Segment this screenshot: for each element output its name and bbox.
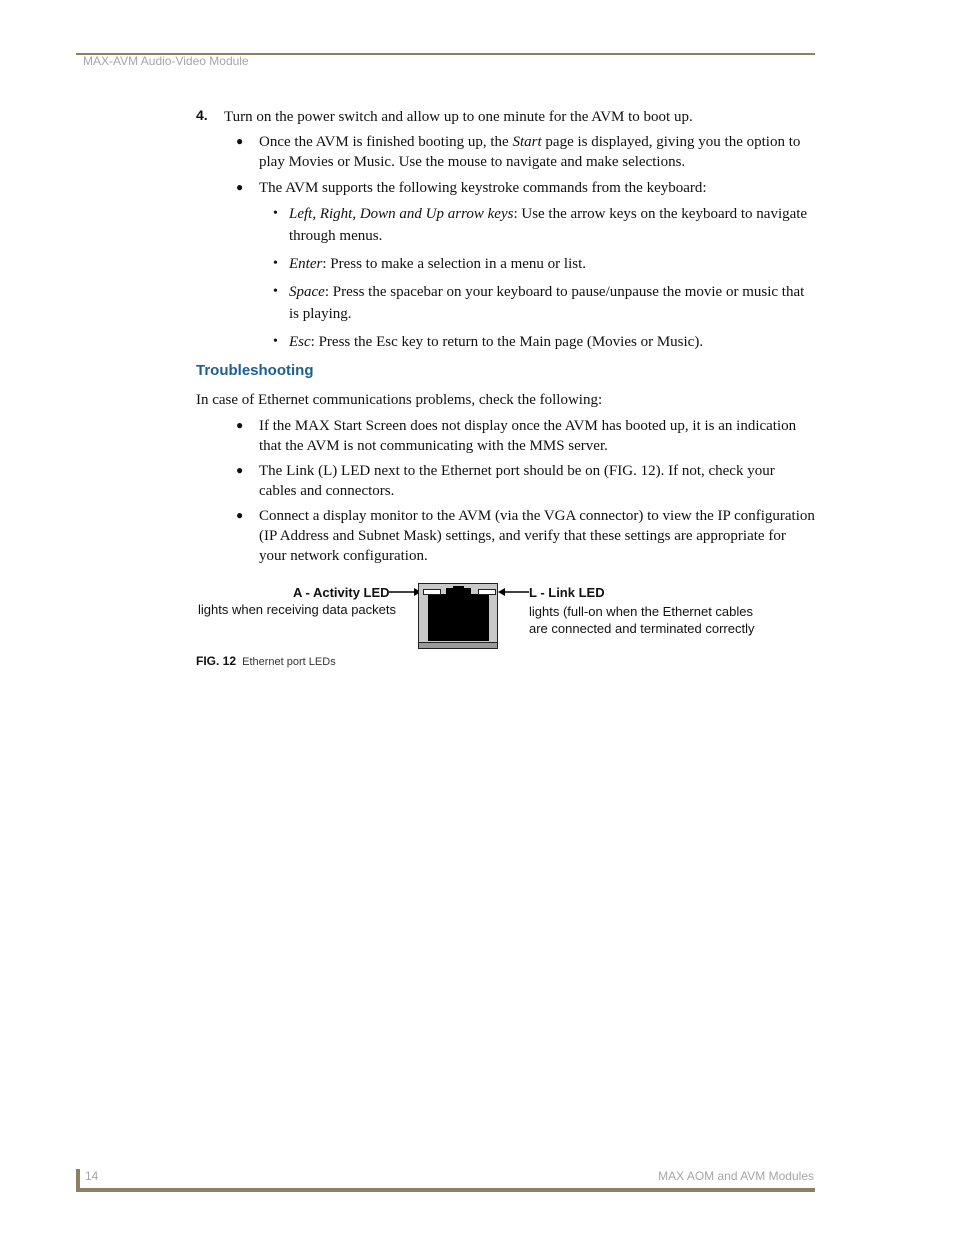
bullet-display-monitor: Connect a display monitor to the AVM (via the VGA connector) to view the IP configuration (IP Address and Subnet Mask) settings, and verify that these settings are appropriate for your network configuration. — [259, 508, 815, 564]
key-arrow: Left, Right, Down and Up arrow keys: Use the arrow keys on the keyboard to navigate through menus. — [289, 206, 808, 244]
activity-arrow-icon — [388, 586, 422, 598]
troubleshooting-intro: In case of Ethernet communications problems, check the following: — [196, 392, 603, 408]
link-led-desc-line2: are connected and terminated correctly — [529, 621, 755, 636]
running-header: MAX-AVM Audio-Video Module — [83, 54, 249, 68]
link-led-title: L - Link LED — [529, 585, 605, 600]
step-text: Turn on the power switch and allow up to one minute for the AVM to boot up. — [224, 109, 693, 125]
sub-bullet-dot: • — [273, 256, 278, 271]
activity-led-title: A - Activity LED — [293, 585, 390, 600]
key-enter: Enter: Press to make a selection in a menu or list. — [289, 256, 587, 272]
section-title: Troubleshooting — [196, 362, 314, 379]
link-arrow-icon — [497, 586, 531, 598]
ethernet-port-notch — [453, 586, 464, 590]
footer-title: MAX AOM and AVM Modules — [658, 1169, 814, 1183]
page-number: 14 — [85, 1169, 99, 1183]
sub-bullet-dot: • — [273, 334, 278, 349]
bullet-keystrokes: The AVM supports the following keystroke commands from the keyboard: — [259, 180, 707, 196]
key-esc: Esc: Press the Esc key to return to the Main page (Movies or Music). — [289, 334, 704, 350]
ethernet-port-socket — [428, 594, 489, 641]
key-space: Space: Press the spacebar on your keyboard to pause/unpause the movie or music that is playing. — [289, 284, 805, 322]
figure-caption: FIG. 12 Ethernet port LEDs — [196, 654, 336, 668]
ethernet-port-base — [418, 642, 498, 649]
sub-bullet-dot: • — [273, 284, 278, 299]
activity-led — [423, 589, 441, 595]
bullet-start-page: Once the AVM is finished booting up, the Start page is displayed, giving you the option to play Movies or Music. Use the mouse to navigate and make selections. — [259, 134, 801, 170]
bullet-start-screen: If the MAX Start Screen does not display once the AVM has booted up, it is an indication that the AVM is not communicating with the MMS server. — [259, 418, 797, 454]
bullet-dot: ● — [236, 508, 244, 522]
link-led — [478, 589, 496, 595]
bullet-dot: ● — [236, 180, 244, 194]
bullet-link-led: The Link (L) LED next to the Ethernet port should be on (FIG. 12). If not, check your cables and connectors. — [259, 463, 775, 499]
sub-bullet-dot: • — [273, 206, 278, 221]
activity-led-desc: lights when receiving data packets — [198, 602, 397, 617]
link-led-desc-line1: lights (full-on when the Ethernet cables — [529, 604, 754, 619]
bullet-dot: ● — [236, 463, 244, 477]
bullet-dot: ● — [236, 418, 244, 432]
step-number: 4. — [196, 107, 208, 123]
bullet-dot: ● — [236, 134, 244, 148]
footer-rule — [76, 1188, 815, 1192]
